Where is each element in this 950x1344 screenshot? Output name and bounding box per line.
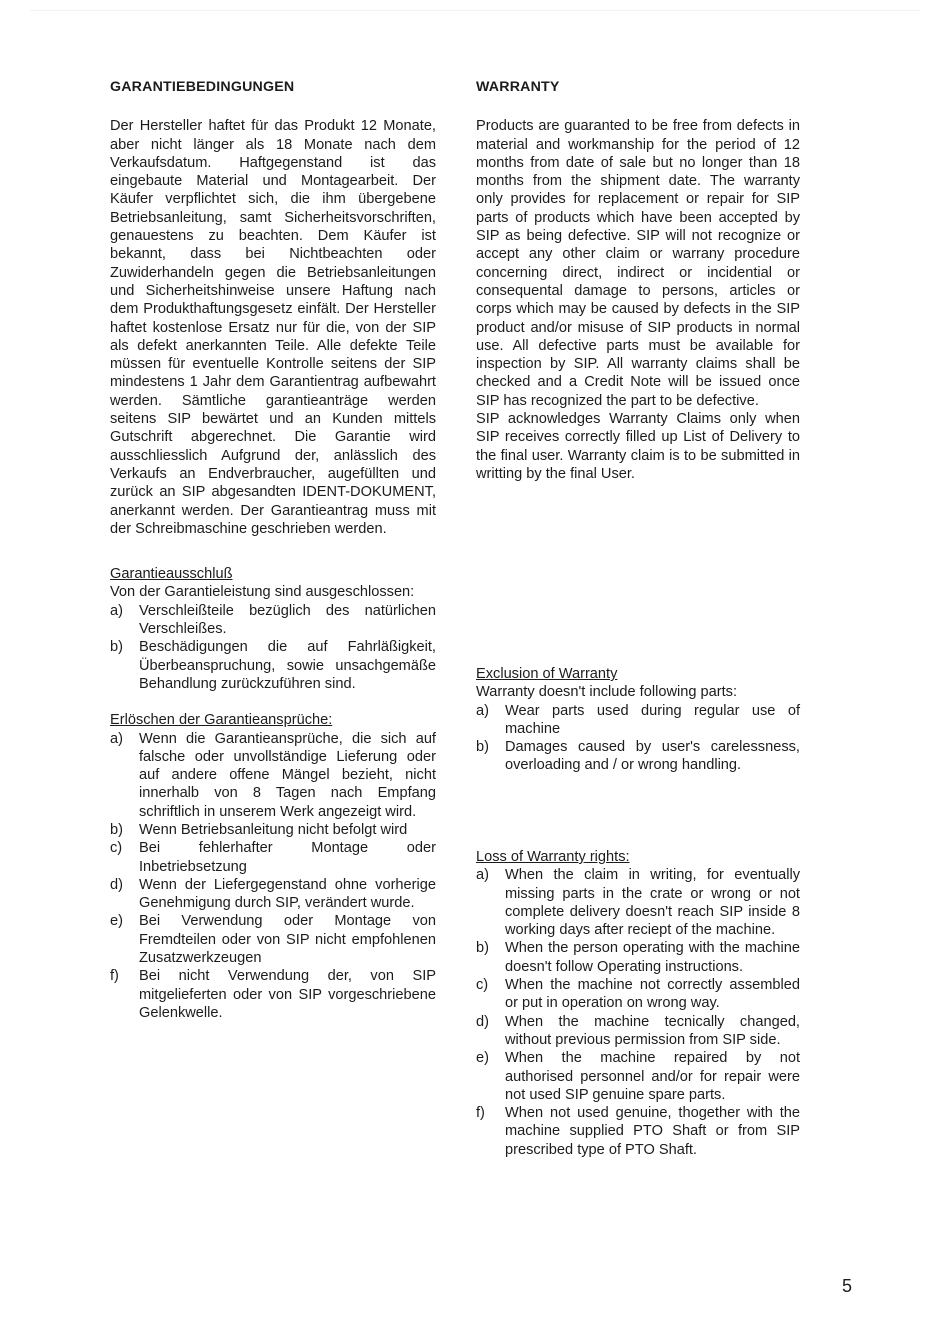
list-marker: a) xyxy=(476,702,489,719)
list-marker: a) xyxy=(110,602,123,619)
english-title: WARRANTY xyxy=(476,79,560,95)
list-text: When the machine repaired by not authorised personnel and/or for repair were not used SIP genuine spare parts. xyxy=(505,1050,800,1103)
scan-edge-line xyxy=(30,10,920,11)
list-marker: d) xyxy=(476,1013,489,1030)
list-item xyxy=(476,1104,800,1159)
list-marker: b) xyxy=(110,821,123,838)
list-item xyxy=(110,821,436,839)
list-text: When the machine not correctly assembled or put in operation on wrong way. xyxy=(505,977,800,1012)
german-exclusion-list xyxy=(110,602,436,693)
list-item xyxy=(110,839,436,876)
list-item xyxy=(476,1013,800,1050)
list-text: When not used genuine, thogether with the machine supplied PTO Shaft or from SIP prescribed type of PTO Shaft. xyxy=(505,1105,800,1158)
list-item xyxy=(110,602,436,639)
english-exclusion-list xyxy=(476,702,800,775)
german-title: GARANTIEBEDINGUNGEN xyxy=(110,79,295,95)
list-text: Wenn die Garantieansprüche, die sich auf falsche oder unvollständige Lieferung oder auf andere offene Mängel bezieht, nicht innerhalb von 8 Tagen nach Empfang schriftlich in unserem Werk angezeigt wird. xyxy=(139,730,436,820)
list-text: When the claim in writing, for eventually missing parts in the crate or wrong or not complete delivery doesn't reach SIP inside 8 working days after reciept of the machine. xyxy=(505,867,800,939)
english-loss-title: Loss of Warranty rights: xyxy=(476,849,630,865)
english-intro: Products are guaranted to be free from defects in material and workmanship for the period of 12 months from date of sale but no longer than 18 months from the shipment date. The warranty only provides for replacement or repair for SIP parts of products which have been accepted by SIP as being defective. SIP will not recognize or accept any other claim or warrany procedure concerning direct, indirect or incidential or consequental damage to persons, articles or corps which may be caused by defects in the SIP product and/or misuse of SIP products in normal use. All defective parts must be available for inspection by SIP. All warranty claims shall be checked and a Credit Note will be issued once SIP has recognized the part to be defective. xyxy=(476,118,800,409)
english-intro-second: SIP acknowledges Warranty Claims only when SIP receives correctly filled up List of Delivery to the final user. Warranty claim is to be submitted in writting by the final User. xyxy=(476,411,800,482)
list-item xyxy=(476,738,800,775)
list-marker: b) xyxy=(476,739,489,756)
english-exclusion-lead: Warranty doesn't include following parts: xyxy=(476,684,738,701)
page-number: 5 xyxy=(842,1276,853,1296)
list-item xyxy=(110,876,436,913)
english-column xyxy=(476,78,800,483)
list-marker: c) xyxy=(476,977,489,994)
english-loss-section xyxy=(476,848,800,1159)
list-text: When the person operating with the machine doesn't follow Operating instructions. xyxy=(505,940,800,975)
list-marker: f) xyxy=(110,968,119,985)
german-column xyxy=(110,78,436,1022)
german-loss-list xyxy=(110,730,436,1023)
list-text: When the machine tecnically changed, without previous permission from SIP side. xyxy=(505,1013,800,1048)
list-text: Bei Verwendung oder Montage von Fremdteilen oder von SIP nicht empfohlenen Zusatzwerkzeugen xyxy=(139,913,436,967)
list-text: Wenn der Liefergegenstand ohne vorherige Genehmigung durch SIP, verändert wurde. xyxy=(139,876,436,912)
list-text: Verschleißteile bezüglich des natürlichen Verschleißes. xyxy=(139,602,436,638)
list-text: Wear parts used during regular use of machine xyxy=(505,702,800,737)
list-marker: b) xyxy=(476,940,489,957)
list-text: Beschädigungen die auf Fahrläßigkeit, Überbeanspruchung, sowie unsachgemäße Behandlung zurückzuführen sind. xyxy=(139,639,436,692)
list-marker: a) xyxy=(110,730,123,747)
english-exclusion-section xyxy=(476,665,800,775)
list-item xyxy=(110,730,436,821)
list-marker: e) xyxy=(110,913,123,930)
list-marker: a) xyxy=(476,867,489,884)
list-text: Bei nicht Verwendung der, von SIP mitgelieferten oder von SIP vorgeschriebene Gelenkwelle. xyxy=(139,968,436,1021)
list-item xyxy=(476,939,800,976)
list-marker: b) xyxy=(110,639,123,656)
list-item xyxy=(476,1049,800,1104)
german-loss-title: Erlöschen der Garantieansprüche: xyxy=(110,712,333,729)
german-exclusion-lead: Von der Garantieleistung sind ausgeschlossen: xyxy=(110,584,415,601)
list-item xyxy=(110,967,436,1022)
list-item xyxy=(476,866,800,939)
english-exclusion-title: Exclusion of Warranty xyxy=(476,666,618,682)
german-exclusion-title: Garantieausschluß xyxy=(110,566,233,583)
english-loss-list xyxy=(476,866,800,1159)
list-text: Wenn Betriebsanleitung nicht befolgt wird xyxy=(139,821,408,838)
list-text: Bei fehlerhafter Montage oder Inbetriebsetzung xyxy=(139,840,436,875)
list-text: Damages caused by user's carelessness, overloading and / or wrong handling. xyxy=(505,739,800,774)
list-marker: d) xyxy=(110,876,123,893)
list-marker: c) xyxy=(110,840,123,857)
list-item xyxy=(110,638,436,693)
german-intro: Der Hersteller haftet für das Produkt 12 Monate, aber nicht länger als 18 Monate nach dem Verkaufsdatum. Haftgegenstand ist das eingebaute Material und Montagearbeit. Der Käufer verpflichtet sich, die ihm übergebene Betriebsanleitung, samt Sicherheitsvorschriften, genauestens zu beachten. Dem Käufer ist bekannt, dass bei Nichtbeachten oder Zuwiderhandeln gegen die Betriebsanleitungen und Sicherheitshinweise unsere Haftung nach dem Produkthaftungsgesetz einfält. Der Hersteller haftet kostenlose Ersatz nur für die, von der SIP als defekt anerkannten Teile. Alle defekte Teile müssen für eventuelle Kontrolle seitens der SIP mindestens 1 Jahr dem Garantientrag aufbewahrt werden. Sämtliche garantieanträge werden seitens SIP bewärtet und an Kunden mittels Gutschrift abgerechnet. Die Garantie wird ausschliesslich Aufgrund der, anlässlich des Verkaufs an Endverbraucher, augefüllten und zurück an SIP abgesandten IDENT-DOKUMENT, anerkannt werden. Der Garantieantrag muss mit der Schreibmaschine geschrieben werden. xyxy=(110,118,436,537)
list-item xyxy=(476,976,800,1013)
list-item xyxy=(110,912,436,967)
list-item xyxy=(476,702,800,739)
list-marker: f) xyxy=(476,1105,485,1122)
list-marker: e) xyxy=(476,1050,489,1067)
